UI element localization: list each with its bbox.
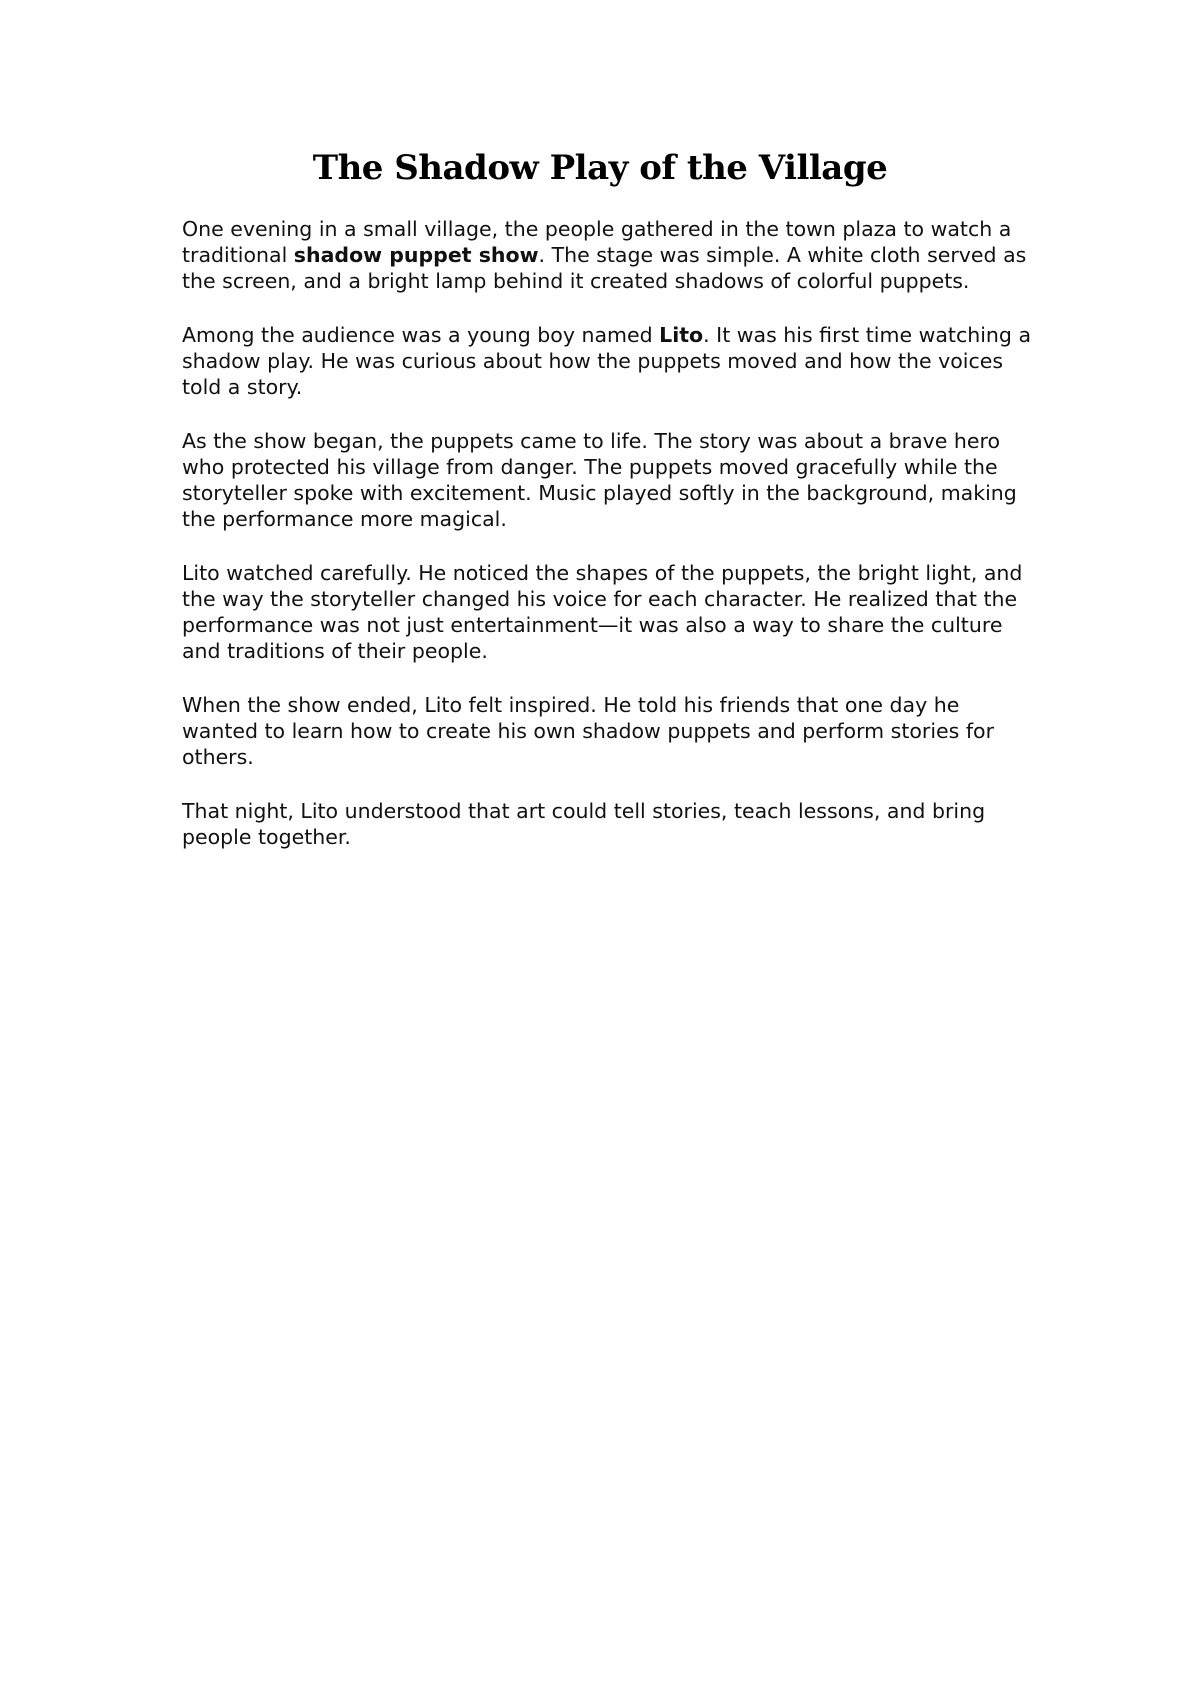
paragraph-1-text-after: . The stage was simple. A white cloth served as the screen, and a bright lamp behind it created shadows of colorful puppets. — [182, 243, 1027, 293]
paragraph-1-text-before: One evening in a small village, the people gathered in the town plaza to watch a traditional — [182, 217, 1012, 267]
paragraph-6: That night, Lito understood that art could tell stories, teach lessons, and bring people together. — [182, 799, 986, 849]
paragraph-2-bold-name: Lito — [659, 323, 704, 347]
paragraph-4: Lito watched carefully. He noticed the shapes of the puppets, the bright light, and the way the storyteller changed his voice for each character. He realized that the performance was not just entertainment—it was also a way to share the culture and traditions of their people. — [182, 561, 1023, 663]
paragraph-2-text-before: Among the audience was a young boy named — [182, 323, 660, 347]
paragraph-1-bold-phrase: shadow puppet show — [293, 243, 539, 267]
document-body — [182, 216, 1032, 878]
paragraph-3: As the show began, the puppets came to life. The story was about a brave hero who protected his village from danger. The puppets moved gracefully while the storyteller spoke with excitement. Music played softly in the background, making the performance more magical. — [182, 429, 1017, 531]
paragraph-5: When the show ended, Lito felt inspired. He told his friends that one day he wanted to learn how to create his own shadow puppets and perform stories for others. — [182, 693, 995, 769]
document-title: The Shadow Play of the Village — [312, 148, 888, 188]
paragraph-2 — [182, 322, 1032, 400]
paragraph-1 — [182, 216, 1032, 294]
paragraph-2-text-after: . It was his first time watching a shadow play. He was curious about how the puppets moved and how the voices told a story. — [182, 323, 1032, 399]
